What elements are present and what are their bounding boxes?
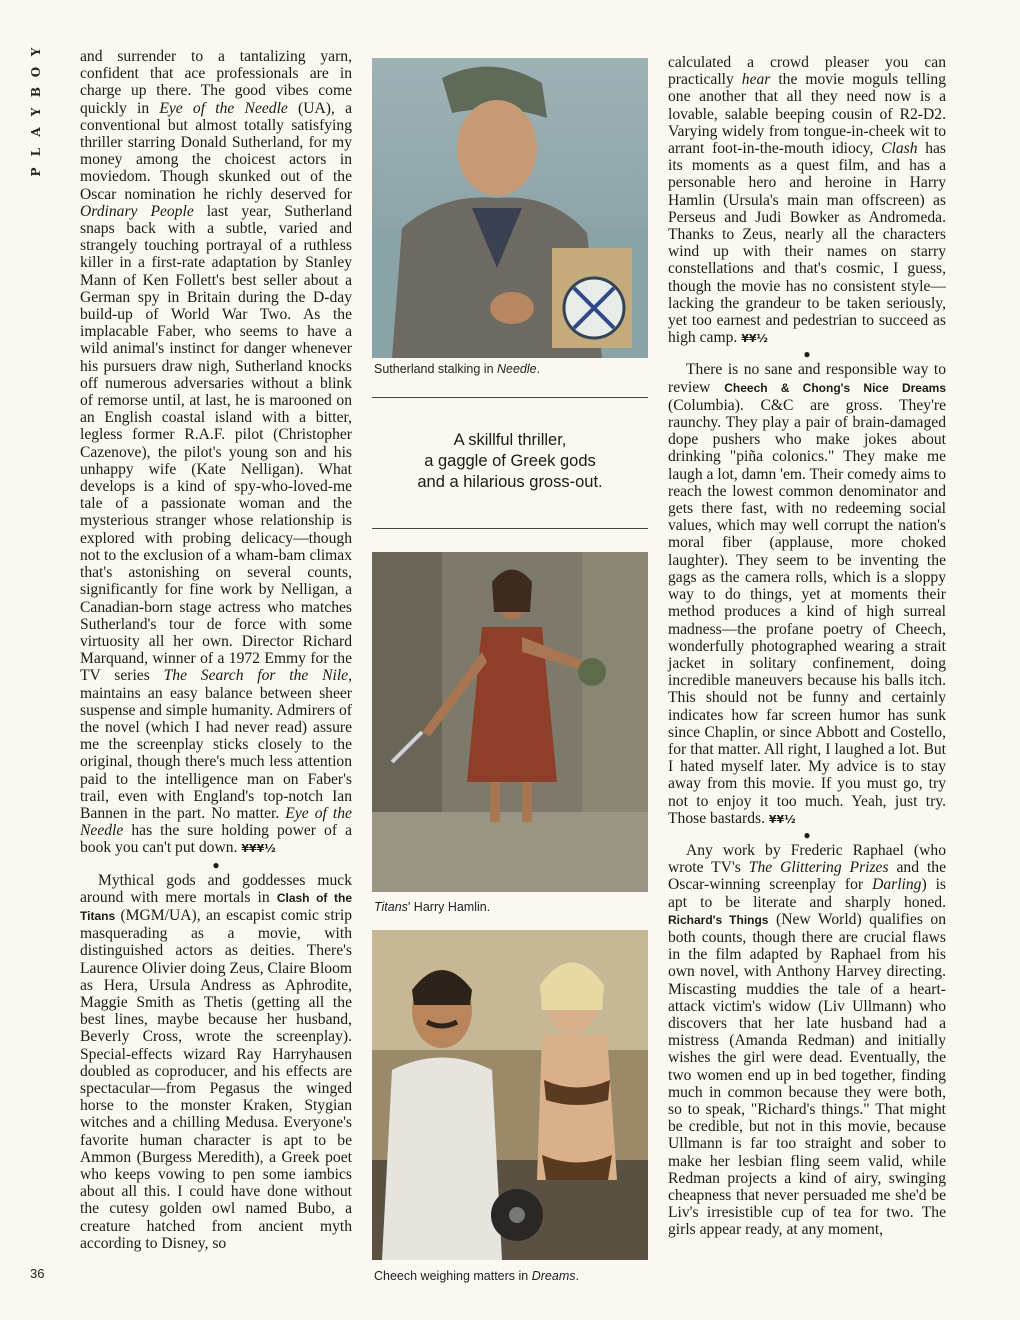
clash-review-continued: calculated a crowd pleaser you can practically hear the movie moguls telling one another that all they need now is a lovable, salable beeping cousin of R2-D2. Varying widely from tongue-in-cheek wit to arrant foot-in-the-mouth idiocy, Clash has its moments as a quest film, and has a personable hero and heroine in Harry Hamlin (Ursula's main man offscreen) as Perseus and Judi Bowker as Andromeda. Thanks to Zeus, nearly all the characters wind up with their names on starry constellations and that's cosmic, I guess, though the movie has no consistent style—lacking the grandeur to be taken seriously, yet too earnest and pedestrian to succeed as high camp. ¥¥½ — [668, 54, 946, 347]
article-column-3 — [668, 54, 946, 1239]
section-bullet: ● — [803, 347, 811, 362]
eye-of-the-needle-review: and surrender to a tantalizing yarn, confident that ace professionals are in charge up there. The good vibes come quickly in Eye of the Needle (UA), a conventional but almost totally satisfying thriller starring Donald Sutherland, for my money among the choicest actors in moviedom. Though skunked out of the Oscar nomination he richly deserved for Ordinary People last year, Sutherland snaps back with a subtle, varied and strangely touching portrayal of a ruthless killer in a first-rate adaptation by Stanley Mann of Ken Follett's best seller about a German spy in Britain during the D-day build-up of World War Two. As the implacable Faber, who seems to have a wild animal's instinct for danger whenever his pursuers draw nigh, Sutherland knocks off numerous adversaries without a blink of remorse until, at last, he is marooned on an English coastal island with a bitter, legless former R.A.F. pilot (Christopher Cazenove), the pilot's young son and his unhappy wife (Kate Nelligan). What develops is a kind of spy-who-loved-me tale of a passionate woman and the mysterious stranger whose relationship is explored with probing delicacy—though not to the exclusion of a wham-bam climax that's astonishing on several counts, significantly for fine work by Nelligan, a Canadian-born stage actress who matches Sutherland's tour de force with some virtuosity all her own. Director Richard Marquand, winner of a 1972 Emmy for the TV series The Search for the Nile, maintains an easy balance between sheer suspense and simple humanity. Admirers of the novel (which I had never read) assure me the screenplay sticks closely to the original, though there's much less attention paid to the intelligence man on Faber's trail, even with England's top-notch Ian Bannen in the part. No matter. Eye of the Needle has the sure holding power of a book you can't put down. ¥¥¥½ — [80, 48, 353, 857]
nice-dreams-review: There is no sane and responsible way to review Cheech & Chong's Nice Dreams (Columbia). C&C are gross. They're raunchy. They play a pair of brain-damaged dope pushers who make jokes about drinking "piña colonics." They make me laugh a lot, damn 'em. Their comedy aims to reach the lowest common denominator and gets there fast, with no redeeming social values, which may well corrupt the nation's moral fiber (applause, more choked laughter). They seem to be inventing the gags as the camera rolls, which is a sloppy way to do things, yet at moments their method produces a kind of high surreal madness—the profane poetry of Cheech, wonderfully photographed wearing a strait jacket in solitary confinement, doing incredible maneuvers because his balls itch. This should not be funny and certainly indicates how far screen humor has sunk since Chaplin, or since Abbott and Costello, for that matter. All right, I laughed a lot. But I hated myself later. My advice is to stay away from this movie. If you must go, try not to enjoy it too much. Yeah, just try. Those bastards. ¥¥½ — [668, 361, 946, 827]
magazine-name-letter: A — [29, 127, 43, 137]
pull-quote: A skillful thriller, a gaggle of Greek gods and a hilarious gross-out. — [417, 431, 603, 491]
caption-dreams: Cheech weighing matters in Dreams. — [374, 1269, 579, 1283]
pull-quote-rule-top — [372, 397, 648, 398]
photo-harry-hamlin-titans — [372, 552, 648, 892]
article-column-1 — [80, 48, 352, 1252]
caption-titans: Titans' Harry Hamlin. — [374, 900, 491, 914]
clash-of-the-titans-review: Mythical gods and goddesses muck around with mere mortals in Clash of the Titans (MGM/UA), an escapist comic strip masquerading as a movie, with distinguished actors as deities. There's Laurence Olivier doing Zeus, Claire Bloom as Hera, Ursula Andress as Aphrodite, Maggie Smith as Thetis (getting all the best lines, maybe because her husband, Beverly Cross, wrote the screenplay). Special-effects wizard Ray Harryhausen doubled as coproducer, and his effects are spectacular—from Pegasus the winged horse to the monster Kraken, Stygian witches and a chilling Medusa. Everyone's favorite human character is apt to be Ammon (Burgess Meredith), a Greek poet who keeps vowing to pen some iambics about all this. I could have done without the cutesy golden owl named Bubo, a creature hatched from ancient myth according to Disney, so — [80, 871, 352, 1252]
magazine-name-letter: P — [29, 167, 43, 177]
magazine-name-letter: L — [29, 147, 43, 157]
magazine-name-letter: Y — [29, 107, 43, 117]
magazine-name-letter: O — [29, 66, 43, 78]
richards-things-review: Any work by Frederic Raphael (who wrote TV's The Glittering Prizes and the Oscar-winning screenplay for Darling) is apt to be literate and sharply honed. Richard's Things (New World) qualifies on both counts, though there are crucial flaws in the film adapted by Raphael from his own novel, with Anthony Harvey directing. Miscasting muddies the tale of a heart-attack victim's widow (Liv Ullmann) who discovers that her late husband had a mistress (Amanda Redman) and initially wishes the girl were dead. Eventually, the two women end up in bed together, finding much in common because they were both, so to speak, "Richard's things." That might be credible, but not in this movie, because Ullmann is far too straight and sober to make her lesbian fling seem valid, while Redman projects a kind of airy, swinging cheapness that never persuaded me she'd be Liv's irresistible cup of tea for two. The girls appear ready, at any moment, — [668, 841, 946, 1239]
photo-sutherland-needle — [372, 58, 648, 358]
magazine-name-letter: B — [29, 86, 43, 98]
page-number: 36 — [30, 1266, 45, 1281]
photo-cheech-dreams — [372, 930, 648, 1260]
section-bullet: ● — [212, 857, 220, 872]
pull-quote-rule-bottom — [372, 528, 648, 529]
section-bullet: ● — [803, 827, 811, 842]
magazine-name-letter: Y — [29, 47, 43, 57]
caption-needle: Sutherland stalking in Needle. — [374, 362, 541, 376]
rating-mark: ¥¥½ — [768, 812, 796, 826]
rating-mark: ¥¥¥½ — [241, 842, 276, 856]
rating-mark: ¥¥½ — [741, 332, 768, 346]
magazine-name-vertical — [26, 42, 46, 182]
